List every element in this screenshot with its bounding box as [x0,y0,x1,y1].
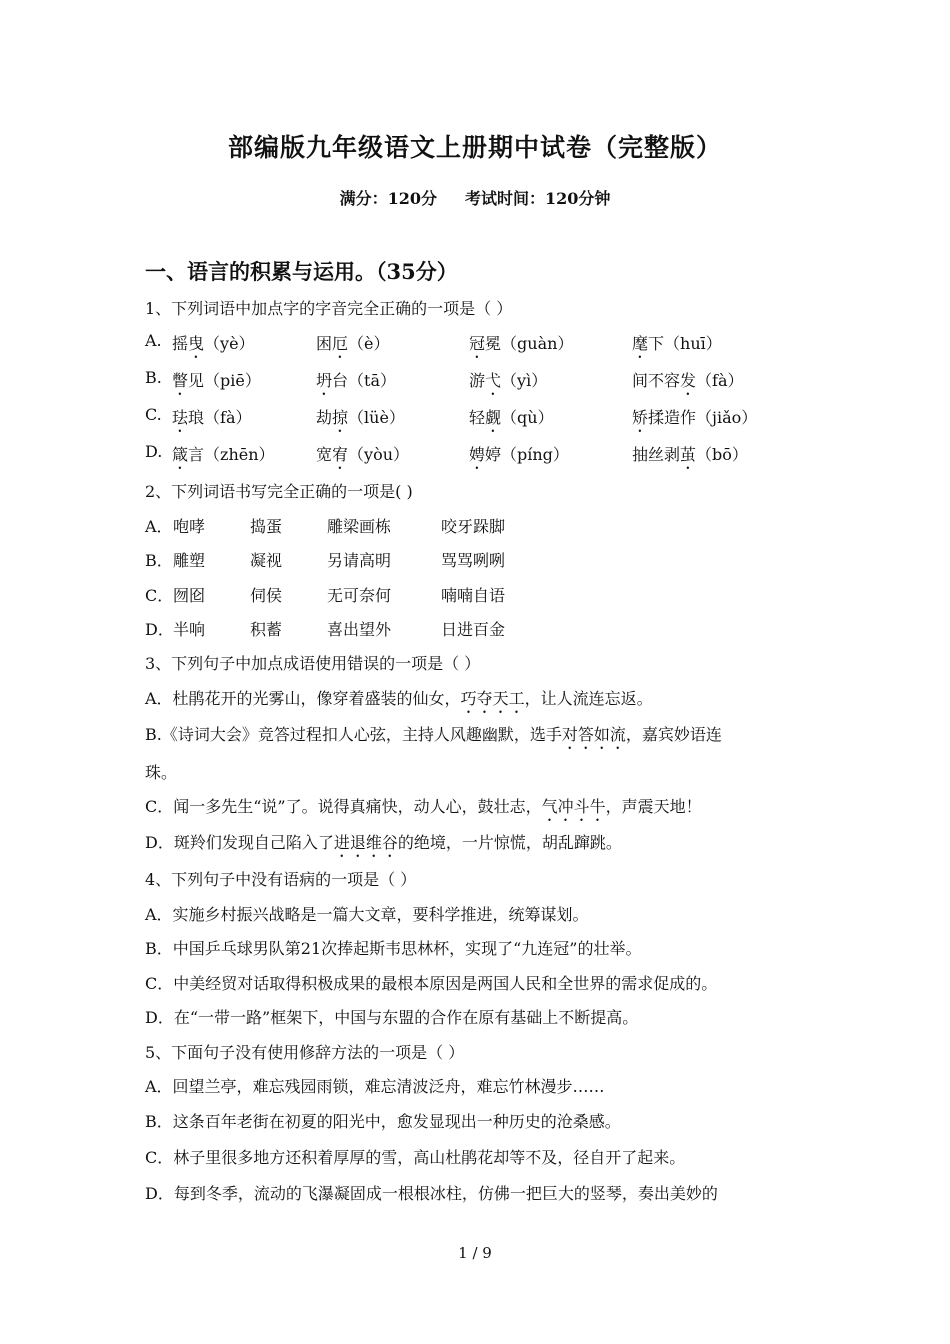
q4-option-d: D．在“一带一路”框架下，中国与东盟的合作在原有基础上不断提高。 [145,1008,639,1027]
q5-option-b: B．这条百年老街在初夏的阳光中，愈发显现出一种历史的沧桑感。 [145,1112,621,1131]
q1-stem: 1、下列词语中加点字的字音完全正确的一项是（ ） [145,299,513,318]
q2-a-word: 雕梁画栋 [327,517,392,536]
q1-option-a-4: 麾下（huī） [632,334,722,353]
q1-option-b-1: 瞥见（piē） [172,371,261,390]
q3-option-c: C．闻一多先生“说”了。说得真痛快，动人心，鼓壮志，气冲斗牛，声震天地！ [145,797,702,816]
q2-a-label: A． [145,517,173,536]
q3-option-d: D．斑羚们发现自己陷入了进退维谷的绝境，一片惊慌，胡乱蹿跳。 [145,833,622,852]
q1-option-b-label: B. [145,368,162,387]
q1-option-d-1: 箴言（zhēn） [172,445,275,464]
section-heading: 一、语言的积累与运用。（35分） [145,259,458,284]
exam-info [0,186,950,209]
q2-d-word: 喜出望外 [327,620,392,639]
q2-a-word: 捣蛋 [250,517,283,536]
q2-c-word: 喃喃自语 [441,586,506,605]
q3-option-a: A．杜鹃花开的光雾山，像穿着盛装的仙女，巧夺天工，让人流连忘返。 [145,689,653,708]
q2-b-word: 凝视 [250,551,283,570]
q3-stem: 3、下列句子中加点成语使用错误的一项是（ ） [145,654,481,673]
q5-option-a: A．回望兰亭，难忘残园雨锁，难忘清波泛舟，难忘竹林漫步…… [145,1077,605,1096]
q1-option-b-3: 游弋（yì） [469,371,548,390]
q1-option-a-3: 冠冕（guàn） [469,334,574,353]
score-label: 满分：120分 [339,189,437,208]
q2-d-label: D． [145,620,174,639]
q1-option-b-4: 间不容发（fà） [632,371,744,390]
q4-stem: 4、下列句子中没有语病的一项是（ ） [145,870,417,889]
q2-d-word: 积蓄 [250,620,283,639]
q5-stem: 5、下面句子没有使用修辞方法的一项是（ ） [145,1043,465,1062]
page-title: 部编版九年级语文上册期中试卷（完整版） [227,133,722,162]
q1-option-a-2: 困厄（è） [316,334,390,353]
q5-option-d: D．每到冬季，流动的飞瀑凝固成一根根冰柱，仿佛一把巨大的竖琴，奏出美妙的 [145,1184,718,1203]
q1-option-c-label: C. [145,405,162,424]
q1-option-c-3: 轻觑（qù） [469,408,554,427]
q3-option-b-cont: 珠。 [145,763,178,782]
q1-option-c-1: 珐琅（fà） [172,408,252,427]
q1-option-c-2: 劫掠（lüè） [316,408,405,427]
q4-option-a: A．实施乡村振兴战略是一篇大文章，要科学推进，统筹谋划。 [145,905,589,924]
q3-option-b: B.《诗词大会》竞答过程扣人心弦，主持人风趣幽默，选手对答如流，嘉宾妙语连 [145,725,722,744]
q1-option-a-1: 摇曳（yè） [172,334,255,353]
q5-option-c: C．林子里很多地方还积着厚厚的雪，高山杜鹃花却等不及，径自开了起来。 [145,1148,686,1167]
time-label: 考试时间：120分钟 [465,189,611,208]
q2-d-word: 半响 [173,620,206,639]
q2-a-word: 咬牙跺脚 [441,517,506,536]
q2-b-word: 雕塑 [173,551,206,570]
q4-option-b: B．中国乒乓球男队第21次捧起斯韦思林杯，实现了“九连冠”的壮举。 [145,939,642,958]
q1-option-d-2: 宽宥（yòu） [316,445,410,464]
q2-c-word: 无可奈何 [327,586,392,605]
page-number: 1 / 9 [458,1244,492,1262]
q2-d-word: 日进百金 [441,620,506,639]
q2-stem: 2、下列词语书写完全正确的一项是( ) [145,482,413,501]
q1-option-d-4: 抽丝剥茧（bō） [632,445,748,464]
q2-c-label: C． [145,586,174,605]
q2-a-word: 咆哮 [173,517,206,536]
q2-c-word: 囫囵 [173,586,206,605]
q1-option-b-2: 坍台（tā） [316,371,396,390]
q2-c-word: 伺侯 [250,586,283,605]
q1-option-d-3: 娉婷（píng） [469,445,569,464]
q2-b-label: B． [145,551,173,570]
q1-option-a-label: A. [145,331,162,350]
q2-b-word: 骂骂咧咧 [441,551,506,570]
q2-b-word: 另请高明 [327,551,392,570]
q1-option-d-label: D. [145,442,163,461]
q4-option-c: C．中美经贸对话取得积极成果的最根本原因是两国人民和全世界的需求促成的。 [145,974,718,993]
q1-option-c-4: 矫揉造作（jiǎo） [632,408,758,427]
